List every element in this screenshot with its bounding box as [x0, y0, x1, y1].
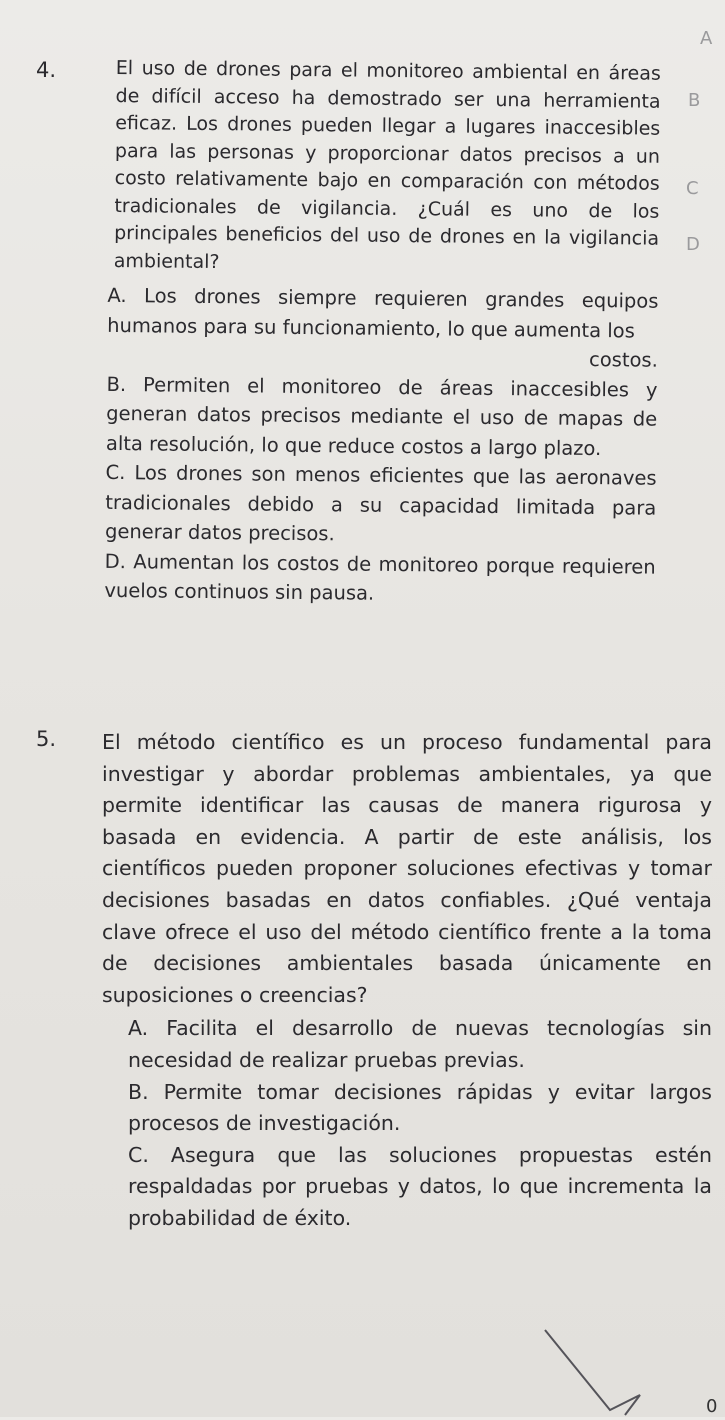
option-5b[interactable]: B. Permite tomar decisiones rápidas y evitar largos procesos de investigación. — [128, 1079, 712, 1136]
option-4a-continuation: costos. — [588, 347, 658, 372]
margin-letter: B — [688, 90, 701, 111]
margin-letter: 0 — [706, 1396, 718, 1417]
margin-letter: A — [700, 28, 713, 49]
question-4-stem: El uso de drones para el monitoreo ambiental en áreas de difícil acceso ha demostrado ser una herramienta eficaz. Los drones pueden llegar a lugares inaccesibles para las personas y proporcionar datos precisos a un costo relativamente bajo en comparación con métodos tradicionales de vigilancia. ¿Cuál es uno de los principales beneficios del uso de drones en la vigilancia ambiental? — [113, 56, 661, 273]
question-5-stem: El método científico es un proceso fundamental para investigar y abordar problemas ambientales, ya que permite identificar las causas de manera rigurosa y basada en evidencia. A partir de este análisis, los científicos pueden proponer soluciones efectivas y tomar decisiones basadas en datos confiables. ¿Qué ventaja clave ofrece el uso del método científico frente a la toma de decisiones ambientales basada únicamente en suposiciones o creencias? — [102, 730, 712, 1007]
question-5-number: 5. — [36, 727, 57, 751]
question-4-options — [104, 281, 658, 611]
question-4 — [104, 55, 661, 611]
option-4c[interactable]: C. Los drones son menos eficientes que las aeronaves tradicionales debido a su capacidad limitada para generar datos precisos. — [104, 460, 657, 546]
question-5-options — [128, 1013, 712, 1234]
option-5c[interactable]: C. Asegura que las soluciones propuestas estén respaldadas por pruebas y datos, lo que incrementa la probabilidad de éxito. — [128, 1142, 712, 1230]
option-4a[interactable]: A. Los drones siempre requieren grandes equipos humanos para su funcionamiento, lo que aumenta los — [107, 283, 659, 342]
option-4b[interactable]: B. Permiten el monitoreo de áreas inaccesibles y generan datos precisos mediante el uso de mapas de alta resolución, lo que reduce costos a largo plazo. — [105, 372, 658, 460]
option-5a[interactable]: A. Facilita el desarrollo de nuevas tecnologías sin necesidad de realizar pruebas previas. — [128, 1016, 712, 1072]
question-5 — [102, 727, 712, 1235]
option-4d[interactable]: D. Aumentan los costos de monitoreo porque requieren vuelos continuos sin pausa. — [104, 549, 656, 605]
question-4-number: 4. — [36, 58, 57, 82]
margin-letter: C — [686, 178, 699, 199]
margin-letter: D — [686, 234, 700, 255]
pen-mark — [540, 1325, 725, 1420]
